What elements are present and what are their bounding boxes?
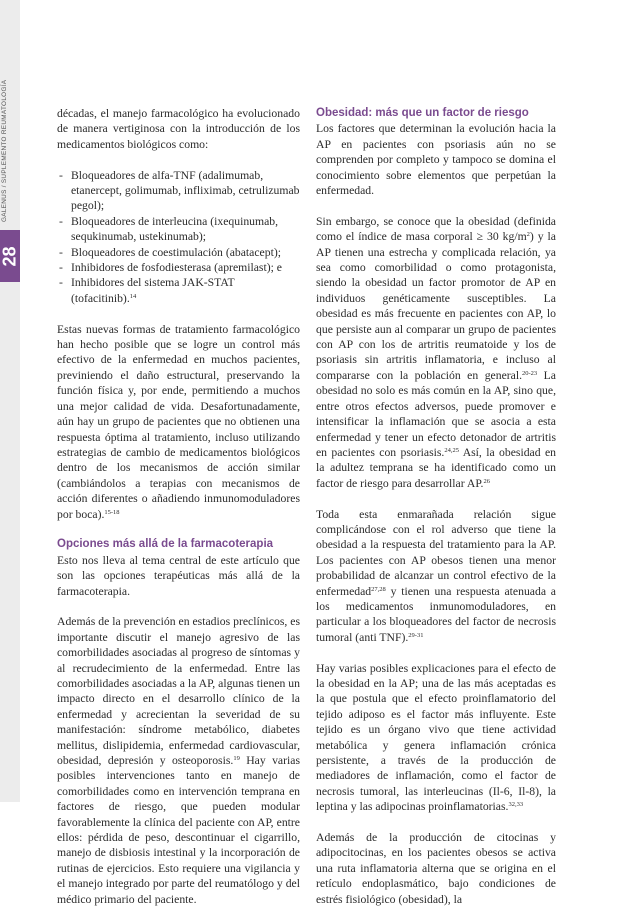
heading-obesity: Obesidad: más que un factor de riesgo (316, 107, 529, 119)
citation-ref: 19 (233, 755, 240, 762)
list-item: - Inhibidores de fosfodiesterasa (apremilast); e (57, 260, 300, 275)
paragraph-text: Además de la prevención en estadios preclínicos, es importante discutir el manejo agresivo de las comorbilidades asociadas al progreso de síntomas y al recrudecimiento de la enfermedad. Entre las comorbilidades asociadas a la AP, algunas tienen un impacto directo en el desarrollo clínico de la enfermedad y acrecientan la severidad de su manifestación: síndrome metabólico, diabetes mellitus, dislipidemia, enfermedad cardiovascular, obesidad, depresión y osteoporosis. (57, 615, 300, 767)
citation-ref: 15-18 (104, 508, 120, 516)
citation-ref: 32,33 (508, 801, 524, 809)
list-item (57, 275, 300, 306)
paragraph-tangled (316, 507, 556, 646)
paragraph-text: ) y la AP tienen una estrecha y complicada relación, ya sea como comorbilidad o como protagonista, siendo la obesidad un factor promotor de AP en individuos genéticamente susceptibles. La obesidad es más frecuente en pacientes con AP, lo que persiste aun al comparar un grupo de pacientes con AP con los de artritis reumatoide y los de psoriasis sin artritis inflamatoria, e incluso al compararse con la población en general. (316, 230, 556, 382)
left-column (57, 106, 300, 907)
list-item-text: Inhibidores del sistema JAK-STAT (tofacitinib). (71, 276, 235, 305)
paragraph-text: La obesidad no solo es más común en la AP, sino que, entre otros efectos adversos, puede promover e intensificar la inflamación que se asocia a esta enfermedad y tener un efecto detonador de artritis en pacientes con psoriasis. (316, 368, 556, 459)
paragraph-text: Hay varias posibles intervenciones tanto en manejo de comorbilidades como en intervención temprana en factores de riesgo, que pueden modular favorablemente la clínica del paciente con AP, entre ellos: pérdida de peso, descontinuar el cigarrillo, manejo de disbiosis intestinal y la incorporación de rutinas de ejercicios. Esto requiere una vigilancia y el manejo integrado por parte del reumatólogo y del médico primario del paciente. (57, 754, 300, 906)
citation-ref: 26 (483, 477, 490, 485)
paragraph-explanations (316, 661, 556, 815)
list-item: - Bloqueadores de coestimulación (abatacept); (57, 245, 300, 260)
journal-title-text: GALENUS / SUPLEMENTO REUMATOLOGÍA (1, 79, 8, 222)
paragraph-new-forms (57, 322, 300, 522)
paragraph-factors: Los factores que determinan la evolución hacia la AP en pacientes con psoriasis aún no se comprenden por completo y tampoco se domina el conocimiento sobre elementos que perpetúan la enfermedad. (316, 122, 556, 198)
paragraph-text: Toda esta enmarañada relación sigue complicándose con el rol adverso que tiene la obesidad a la respuesta del tratamiento para la AP. Los pacientes con AP obesos tienen una menor probabilidad de alcanzar un control efectivo de la enfermedad (316, 507, 556, 598)
intro-paragraph: décadas, el manejo farmacológico ha evolucionado de manera vertiginosa con la introducción de los medicamentos biológicos como: (57, 107, 300, 151)
paragraph-text: Sin embargo, se conoce que la obesidad (definida como el índice de masa corporal ≥ 30 kg/m (316, 214, 556, 244)
citation-ref: 29-31 (408, 631, 424, 639)
paragraph-text: Así, la obesidad en la adultez temprana se ha identificado como un factor de riesgo para desarrollar AP. (316, 445, 556, 490)
citation-ref: 20-23 (522, 369, 538, 377)
paragraph-text: Estas nuevas formas de tratamiento farmacológico han hecho posible que se logre un control más efectivo de la enfermedad en muchos pacientes, previniendo el daño estructural, preservando la función física y, por ende, permitiendo a muchos una mejor calidad de vida. Desafortunadamente, aún hay un grupo de pacientes que no obtienen una respuesta óptima al tratamiento, incluso utilizando estrategias de cambio de medicamentos biológicos dentro de los mecanismos de acción similar (cambiándolos a terapias con mecanismos de acción diferentes o añadiendo inmunomoduladores por boca). (57, 322, 300, 521)
citation-ref: 14 (129, 292, 137, 300)
paragraph-text: Hay varias posibles explicaciones para el efecto de la obesidad en la AP; una de las más aceptadas es la que postula que el efecto proinflamatorio del tejido adiposo es el factor más influyente. Este tejido es un órgano vivo que tiene actividad metabólica y genera inflamación crónica persistente, a través de la producción de mediadores de inflamación, como el factor de necrosis tumoral, las interleucinas (Il-6, Il-8), la leptina y las adipocinas proinflamatorias. (316, 661, 556, 814)
heading-options: Opciones más allá de la farmacoterapia (57, 538, 274, 551)
list-item: - Bloqueadores de alfa-TNF (adalimumab, etanercept, golimumab, infliximab, cetrulizumab pegol); (57, 168, 300, 214)
citation-ref: 27,28 (371, 585, 386, 593)
citation-ref: 24,25 (444, 446, 459, 454)
list-item: - Bloqueadores de interleucina (ixequinumab, sequkinumab, ustekinumab); (57, 214, 300, 245)
right-column (316, 106, 556, 907)
paragraph-prevention (57, 614, 300, 907)
paragraph-text: y tienen una respuesta atenuada a los medicamentos inmunomoduladores, en particular a los bloqueadores del factor de necrosis tumoral (anti TNF). (316, 584, 556, 644)
page-number-box (0, 230, 20, 282)
paragraph-options: Esto nos lleva al tema central de este artículo que son las opciones terapéuticas más allá de la farmacoterapia. (57, 553, 300, 598)
paragraph-cytokines: Además de la producción de citocinas y adipocitocinas, en los pacientes obesos se activa una ruta inflamatoria alterna que se origina en el retículo endoplasmático, bajo condiciones de estrés fisiológico (obesidad), la (316, 831, 556, 906)
superscript: 2 (526, 231, 530, 239)
biologic-drug-list (57, 168, 300, 307)
paragraph-bmi (316, 214, 556, 491)
page-number: 28 (0, 245, 20, 267)
